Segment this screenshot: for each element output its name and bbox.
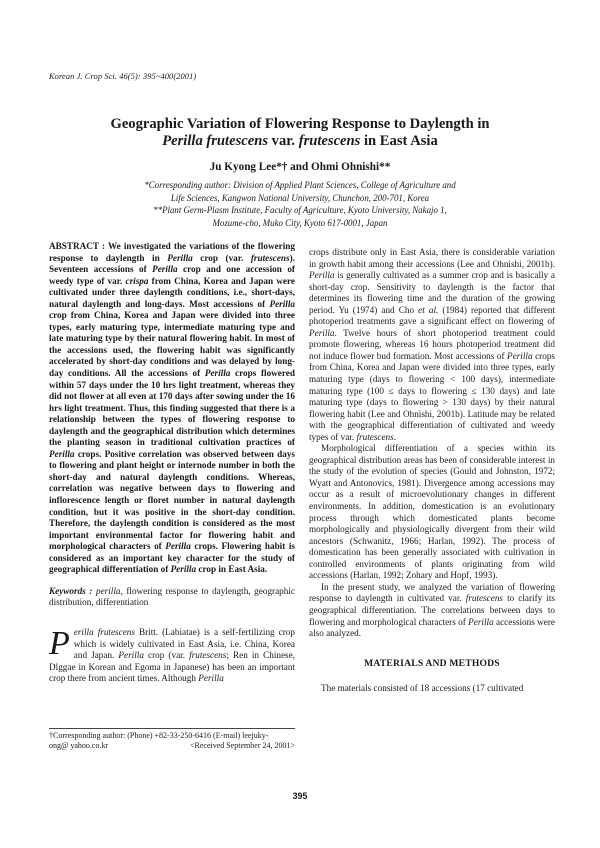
- abstract-italic: Perilla: [165, 541, 191, 552]
- body-italic: Perilla: [507, 350, 533, 361]
- intro-text: Britt. (Labiatae) is a self-fertilizing crop which is widely cultivated in East Asia, i.e. China, Korea and Japan.: [73, 626, 295, 661]
- footnote: [49, 731, 295, 752]
- body-text: In the present study, we analyzed the variation of flowering response to daylength in cultivated var.: [309, 581, 555, 604]
- abstract-label: ABSTRACT :: [49, 241, 108, 251]
- journal-citation: Korean J. Crop Sci. 46(5): 395~400(2001): [49, 72, 197, 81]
- abstract-italic: Perilla: [49, 448, 75, 459]
- affiliation-line: **Plant Germ-Plasm Institute, Faculty of Agriculture, Kyoto University, Nakajo 1,: [153, 205, 447, 216]
- body-italic: et al.: [418, 304, 439, 315]
- title-variety: frutescens: [298, 133, 361, 149]
- abstract-text: crops flowered within 57 days under the 10 hrs light treatment, whereas they did not flower at all even at 170 days after sowing under the 16 hrs light treatment. Thus, this finding suggested that there is a relationship between the types of flowering response to daylength and the geographical distribution which determines the planting season in traditional cultivation practices of: [49, 368, 295, 448]
- body-italic: frutescens: [356, 431, 394, 442]
- title-region: in East Asia: [360, 133, 438, 149]
- abstract-italic: crispa: [125, 275, 149, 286]
- body-text: .: [393, 431, 397, 442]
- left-column: [49, 241, 295, 685]
- title-line-2: [40, 133, 560, 150]
- abstract-italic: Perilla: [167, 252, 193, 263]
- footnote-divider: [49, 728, 295, 729]
- body-text: is generally cultivated as a summer crop and is basically a short-day crop. Sensitivity to daylength is the factor that determines its flowering time and the duration of the growing period. Yu (1974) and Cho: [309, 270, 555, 315]
- abstract-text: crop from China, Korea and Japan were divided into three types, early maturing type, intermediate maturing type and late maturing type by their natural flowering habit. In most of the accessions used, the flowering habit was significantly accelerated by short-day conditions and was delayed by long-day conditions. All the accessions of: [49, 310, 295, 379]
- body-paragraph: Morphological differentiation of a species within its geographical distribution areas has been of considerable interest in the study of the evolution of species (Gould and Johnston, 1972; Wyatt and Antonovics, 1981). Divergence among accessions may occur as a result of microevolutionary changes in different environments. In addition, domestication is an evolutionary process through which domesticated plants become morphologically and physiologically divergent from their wild ancestors (Schwanitz, 1966; Harlan, 1992). The process of domestication has been generally associated with cultivation in controlled environments of plants originating from wild accessions (Harlan, 1992; Zohary and Hopf, 1993).: [309, 443, 555, 581]
- abstract-text: crop in East Asia.: [196, 564, 268, 575]
- keywords-label: Keywords :: [49, 585, 96, 596]
- drop-cap: P: [49, 624, 70, 662]
- body-paragraph: The materials consisted of 18 accessions (17 cultivated: [321, 683, 524, 694]
- footnote-line: [49, 741, 295, 751]
- body-text: (1984) reported that different photoperiod treatments gave a significant effect on flowering of: [309, 304, 555, 327]
- abstract-text: crops. Flowering habit is considered as an important key character for the study of geographical differentiation of: [49, 541, 295, 575]
- intro-paragraph: [49, 624, 295, 685]
- paper-title: [40, 116, 560, 150]
- abstract-italic: frutescens: [250, 252, 290, 263]
- keywords: [49, 586, 295, 609]
- body-italic: Perilla: [309, 270, 335, 281]
- affiliations: [40, 179, 560, 229]
- abstract-italic: Perilla: [204, 368, 231, 379]
- authors: Ju Kyong Lee*† and Ohmi Ohnishi**: [209, 161, 391, 173]
- footnote-email: ong@ yahoo.co.kr: [49, 741, 109, 751]
- intro-italic: Perilla: [118, 650, 144, 661]
- title-line-1: Geographic Variation of Flowering Response to Daylength in: [110, 116, 490, 132]
- body-paragraph: [309, 582, 555, 640]
- received-date: <Received September 24, 2001>: [190, 741, 295, 751]
- body-paragraph: [309, 247, 555, 443]
- body-text: crops distribute only in East Asia, there is considerable variation in growth habit among their accessions (Lee and Ohnishi, 2001b).: [309, 247, 555, 269]
- abstract-italic: Perilla: [170, 564, 197, 575]
- keywords-text: , flowering response to daylength, geographic distribution, differentiation: [49, 585, 295, 608]
- abstract: [49, 241, 295, 576]
- abstract-text: from China, Korea and Japan were cultivated under three daylength conditions, i.e., short-days, natural daylength and long-days. Most accessions of: [49, 275, 295, 309]
- abstract-italic: Perilla: [152, 264, 178, 275]
- intro-text: ; Ren in Chinese, Dlggae in Korean and Egoma in Japanese) has been an important crop there from ancient times. Although: [49, 650, 295, 684]
- intro-italic: erilla frutescens: [73, 626, 135, 637]
- affiliation-line: *Corresponding author: Division of Applied Plant Sciences, College of Agriculture and: [144, 180, 456, 190]
- abstract-text: crop and one accession of weedy type of var.: [49, 264, 295, 286]
- abstract-text: crops. Positive correlation was observed between days to flowering and plant height or internode number in both the short-day and natural daylength conditions. Whereas, correlation was negative between days to flowering and inflorescence length or floret number in natural daylength condition, but it was positive in the short-day condition. Therefore, the daylength condition is considered as the most important environmental factor for flowering habit and morphological characters of: [49, 448, 295, 552]
- intro-italic: Perilla: [198, 673, 224, 684]
- body-text: crops from China, Korea and Japan were divided into three types, early maturing type (days to flowering < 100 days), intermediate maturing type (100 ≤ days to flowering ≤ 130 days) and late maturing type (days to flowering > 130 days) by their natural flowering habit (Lee and Ohnishi, 2001b). Latitude may be related with the geographical differentiation of cultivated and weedy types of var.: [309, 350, 556, 442]
- body-text: accessions were also analyzed.: [309, 616, 555, 639]
- title-var: var.: [268, 133, 299, 149]
- page-number: 395: [292, 791, 308, 801]
- keyword-italic: perilla: [95, 585, 121, 596]
- abstract-text: We investigated the variations of the flowering response to daylength in: [49, 241, 295, 263]
- section-heading: MATERIALS AND METHODS: [364, 657, 500, 669]
- body-italic: Perilla: [309, 327, 335, 338]
- footnote-line: †Corresponding author: (Phone) +82-33-250-6416 (E-mail) leejuky-: [49, 731, 269, 740]
- title-species: Perilla frutescens: [162, 133, 269, 149]
- affiliation-line: Mozume-cho, Muko City, Kyoto 617-0001, Japan: [212, 217, 388, 228]
- abstract-italic: Perilla: [269, 298, 295, 309]
- abstract-text: crop (var.: [192, 252, 251, 263]
- body-italic: frutescens: [465, 593, 504, 604]
- intro-italic: frutescens: [189, 650, 227, 661]
- right-column: [309, 247, 555, 695]
- body-text: . Twelve hours of short photoperiod treatment could promote flowering, whereas 16 hours photoperiod treatment did not induce flower bud formation. Most accessions of: [309, 327, 555, 361]
- body-italic: Perilla: [468, 616, 494, 627]
- intro-text: crop (var.: [143, 650, 190, 661]
- body-text: to clarify its geographical differentiation. The correlations between days to flowering and morphological characters of: [309, 593, 555, 627]
- affiliation-line: Life Sciences, Kangwon National University, Chunchon, 200-701, Korea: [170, 192, 430, 203]
- abstract-text: ). Seventeen accessions of: [49, 252, 295, 275]
